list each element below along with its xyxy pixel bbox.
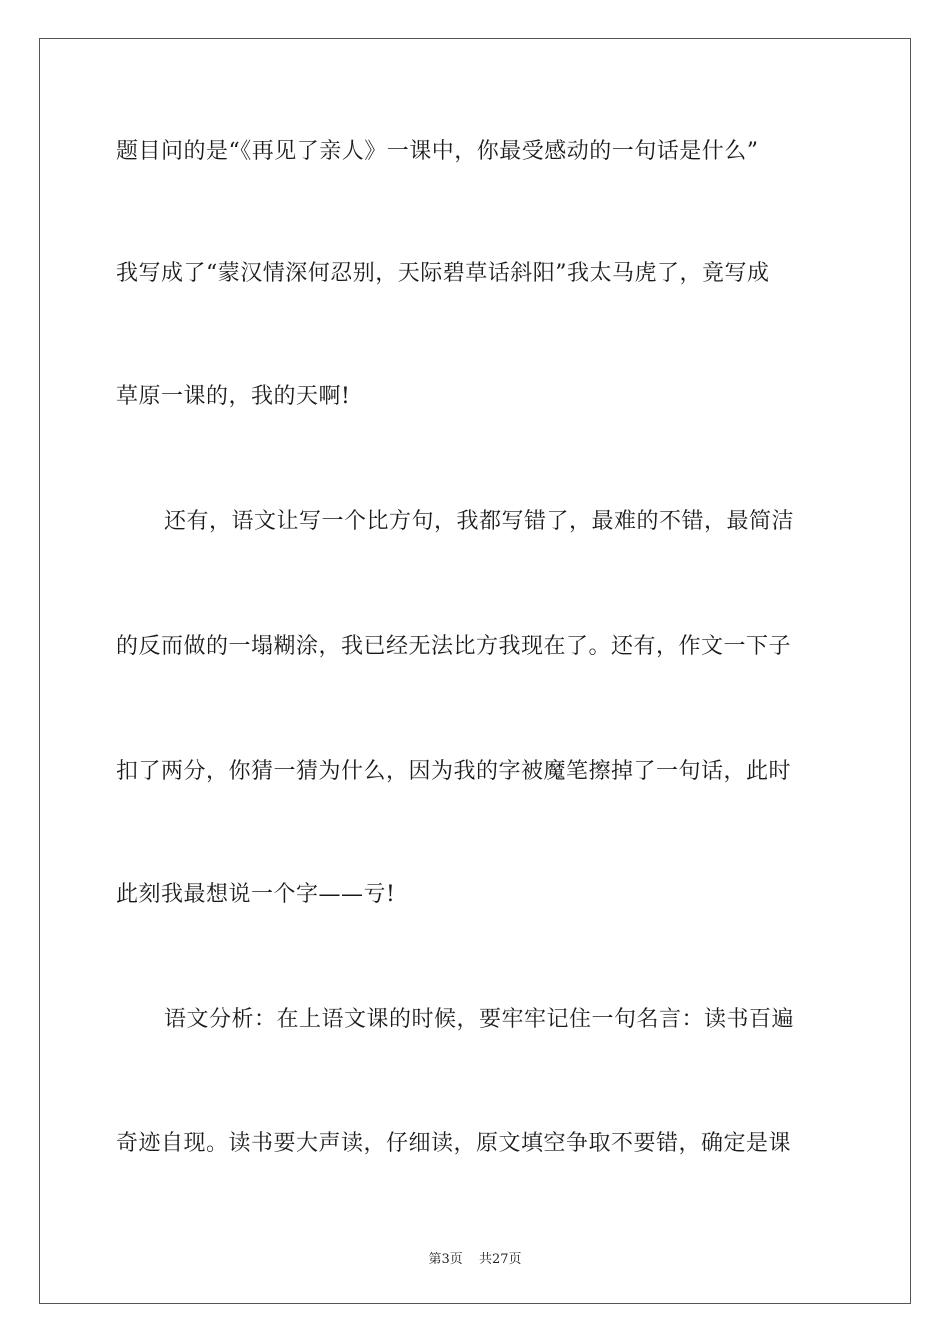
text-line-3: 草原一课的，我的天啊! [116, 384, 351, 409]
text-line-2: 我写成了“蒙汉情深何忍别，天际碧草话斜阳”我太马虎了，竟写成 [116, 261, 770, 286]
page-border [39, 38, 911, 1304]
text-line-6: 扣了两分，你猜一猜为什么，因为我的字被魔笔擦掉了一句话，此时 [116, 759, 792, 784]
text-line-1: 题目问的是“《再见了亲人》一课中，你最受感动的一句话是什么” [116, 139, 759, 164]
text-line-5: 的反而做的一塌糊涂，我已经无法比方我现在了。还有，作文一下子 [116, 634, 792, 659]
text-line-4: 还有，语文让写一个比方句，我都写错了，最难的不错，最简洁 [164, 509, 795, 534]
text-line-8: 语文分析：在上语文课的时候，要牢牢记住一句名言：读书百遍 [164, 1007, 795, 1032]
text-line-9: 奇迹自现。读书要大声读，仔细读，原文填空争取不要错，确定是课 [116, 1131, 792, 1156]
page-footer [0, 1248, 950, 1267]
text-line-7: 此刻我最想说一个字——亏! [116, 882, 396, 907]
total-pages: 共27页 [478, 1252, 522, 1267]
page-number: 第3页 [428, 1252, 463, 1267]
